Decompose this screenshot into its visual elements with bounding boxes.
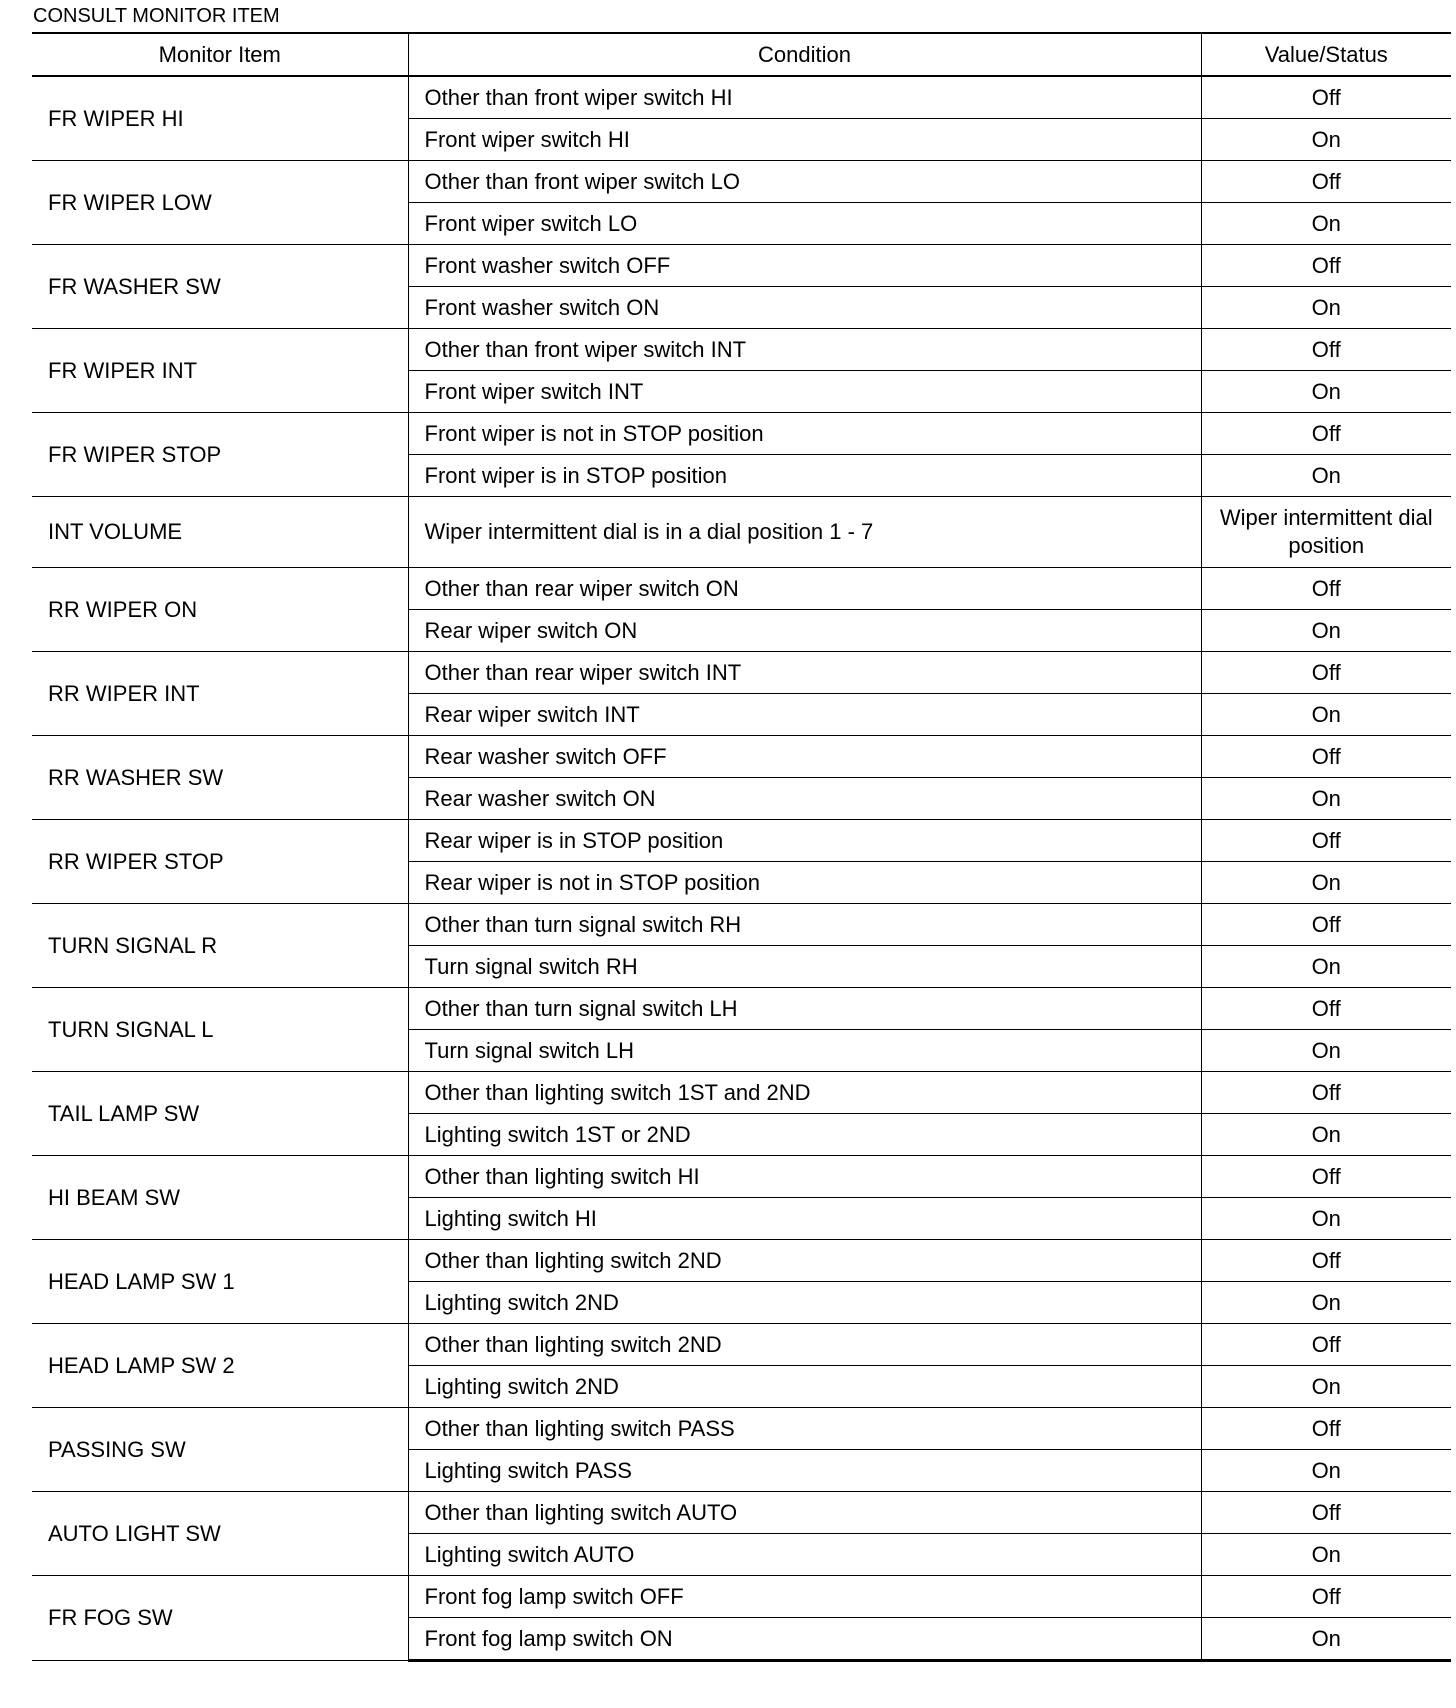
condition-cell: Turn signal switch LH: [408, 1030, 1201, 1072]
condition-cell: Front washer switch OFF: [408, 245, 1201, 287]
table-header-row: [32, 33, 1451, 76]
condition-cell: Rear wiper is not in STOP position: [408, 862, 1201, 904]
monitor-item-name: RR WIPER ON: [32, 568, 408, 652]
value-status-cell: Off: [1201, 904, 1451, 946]
condition-cell: Other than front wiper switch INT: [408, 329, 1201, 371]
condition-cell: Other than front wiper switch LO: [408, 161, 1201, 203]
monitor-item-name: TAIL LAMP SW: [32, 1072, 408, 1156]
table-row: [32, 568, 1451, 610]
value-status-cell: Off: [1201, 245, 1451, 287]
header-monitor-item: Monitor Item: [32, 33, 408, 76]
condition-cell: Other than lighting switch HI: [408, 1156, 1201, 1198]
value-status-cell: Off: [1201, 1156, 1451, 1198]
monitor-item-name: RR WIPER STOP: [32, 820, 408, 904]
value-status-cell: Wiper intermittent dial position: [1201, 497, 1451, 568]
value-status-cell: Off: [1201, 329, 1451, 371]
value-status-cell: Off: [1201, 736, 1451, 778]
value-status-cell: On: [1201, 778, 1451, 820]
condition-cell: Other than lighting switch 2ND: [408, 1324, 1201, 1366]
table-row: [32, 413, 1451, 455]
monitor-item-name: RR WASHER SW: [32, 736, 408, 820]
monitor-item-name: FR WIPER INT: [32, 329, 408, 413]
condition-cell: Rear washer switch OFF: [408, 736, 1201, 778]
value-status-cell: On: [1201, 371, 1451, 413]
table-row: [32, 497, 1451, 568]
header-value-status: Value/Status: [1201, 33, 1451, 76]
condition-cell: Lighting switch AUTO: [408, 1534, 1201, 1576]
value-status-cell: Off: [1201, 1240, 1451, 1282]
monitor-item-name: PASSING SW: [32, 1408, 408, 1492]
value-status-cell: On: [1201, 1030, 1451, 1072]
value-status-cell: Off: [1201, 1576, 1451, 1618]
value-status-cell: Off: [1201, 1492, 1451, 1534]
condition-cell: Turn signal switch RH: [408, 946, 1201, 988]
value-status-cell: Off: [1201, 1408, 1451, 1450]
table-row: [32, 652, 1451, 694]
table-row: [32, 1072, 1451, 1114]
monitor-item-name: FR WIPER LOW: [32, 161, 408, 245]
table-row: [32, 820, 1451, 862]
monitor-item-name: FR FOG SW: [32, 1576, 408, 1661]
condition-cell: Other than front wiper switch HI: [408, 76, 1201, 119]
monitor-item-name: TURN SIGNAL R: [32, 904, 408, 988]
condition-cell: Other than lighting switch 2ND: [408, 1240, 1201, 1282]
condition-cell: Other than turn signal switch LH: [408, 988, 1201, 1030]
value-status-cell: On: [1201, 610, 1451, 652]
value-status-cell: On: [1201, 862, 1451, 904]
value-status-cell: On: [1201, 1366, 1451, 1408]
condition-cell: Front fog lamp switch ON: [408, 1618, 1201, 1661]
value-status-cell: Off: [1201, 820, 1451, 862]
value-status-cell: On: [1201, 1534, 1451, 1576]
condition-cell: Lighting switch 2ND: [408, 1366, 1201, 1408]
monitor-item-name: INT VOLUME: [32, 497, 408, 568]
table-row: [32, 736, 1451, 778]
monitor-item-name: RR WIPER INT: [32, 652, 408, 736]
condition-cell: Other than lighting switch AUTO: [408, 1492, 1201, 1534]
condition-cell: Front washer switch ON: [408, 287, 1201, 329]
value-status-cell: Off: [1201, 568, 1451, 610]
table-row: [32, 1240, 1451, 1282]
table-body: [32, 76, 1451, 1661]
monitor-item-name: FR WIPER HI: [32, 76, 408, 161]
value-status-cell: On: [1201, 946, 1451, 988]
condition-cell: Rear wiper switch INT: [408, 694, 1201, 736]
value-status-cell: On: [1201, 1618, 1451, 1661]
condition-cell: Lighting switch 1ST or 2ND: [408, 1114, 1201, 1156]
value-status-cell: On: [1201, 287, 1451, 329]
condition-cell: Other than lighting switch PASS: [408, 1408, 1201, 1450]
table-row: [32, 1576, 1451, 1618]
condition-cell: Other than rear wiper switch ON: [408, 568, 1201, 610]
condition-cell: Rear wiper switch ON: [408, 610, 1201, 652]
condition-cell: Other than lighting switch 1ST and 2ND: [408, 1072, 1201, 1114]
table-row: [32, 1408, 1451, 1450]
condition-cell: Lighting switch HI: [408, 1198, 1201, 1240]
monitor-item-name: HEAD LAMP SW 1: [32, 1240, 408, 1324]
monitor-item-name: FR WIPER STOP: [32, 413, 408, 497]
monitor-item-name: AUTO LIGHT SW: [32, 1492, 408, 1576]
table-row: [32, 904, 1451, 946]
value-status-cell: Off: [1201, 1324, 1451, 1366]
document-title: CONSULT MONITOR ITEM: [33, 5, 280, 27]
condition-cell: Front wiper is in STOP position: [408, 455, 1201, 497]
value-status-cell: Off: [1201, 413, 1451, 455]
condition-cell: Lighting switch 2ND: [408, 1282, 1201, 1324]
condition-cell: Wiper intermittent dial is in a dial position 1 - 7: [408, 497, 1201, 568]
table-row: [32, 329, 1451, 371]
condition-cell: Other than turn signal switch RH: [408, 904, 1201, 946]
value-status-cell: On: [1201, 1198, 1451, 1240]
value-status-cell: On: [1201, 203, 1451, 245]
table-row: [32, 1492, 1451, 1534]
condition-cell: Lighting switch PASS: [408, 1450, 1201, 1492]
condition-cell: Rear wiper is in STOP position: [408, 820, 1201, 862]
value-status-cell: On: [1201, 1282, 1451, 1324]
table-row: [32, 988, 1451, 1030]
value-status-cell: Off: [1201, 1072, 1451, 1114]
value-status-cell: On: [1201, 1450, 1451, 1492]
monitor-item-name: HI BEAM SW: [32, 1156, 408, 1240]
value-status-cell: On: [1201, 694, 1451, 736]
monitor-item-name: TURN SIGNAL L: [32, 988, 408, 1072]
monitor-item-name: HEAD LAMP SW 2: [32, 1324, 408, 1408]
value-status-cell: Off: [1201, 76, 1451, 119]
value-status-cell: On: [1201, 119, 1451, 161]
value-status-cell: On: [1201, 455, 1451, 497]
value-status-cell: Off: [1201, 988, 1451, 1030]
condition-cell: Front wiper switch INT: [408, 371, 1201, 413]
condition-cell: Rear washer switch ON: [408, 778, 1201, 820]
value-status-cell: On: [1201, 1114, 1451, 1156]
table-row: [32, 1324, 1451, 1366]
condition-cell: Front fog lamp switch OFF: [408, 1576, 1201, 1618]
table-row: [32, 245, 1451, 287]
header-condition: Condition: [408, 33, 1201, 76]
condition-cell: Other than rear wiper switch INT: [408, 652, 1201, 694]
condition-cell: Front wiper switch HI: [408, 119, 1201, 161]
condition-cell: Front wiper switch LO: [408, 203, 1201, 245]
consult-monitor-table: [32, 32, 1451, 1662]
table-row: [32, 76, 1451, 119]
monitor-item-name: FR WASHER SW: [32, 245, 408, 329]
table-row: [32, 161, 1451, 203]
value-status-cell: Off: [1201, 652, 1451, 694]
table-row: [32, 1156, 1451, 1198]
condition-cell: Front wiper is not in STOP position: [408, 413, 1201, 455]
value-status-cell: Off: [1201, 161, 1451, 203]
